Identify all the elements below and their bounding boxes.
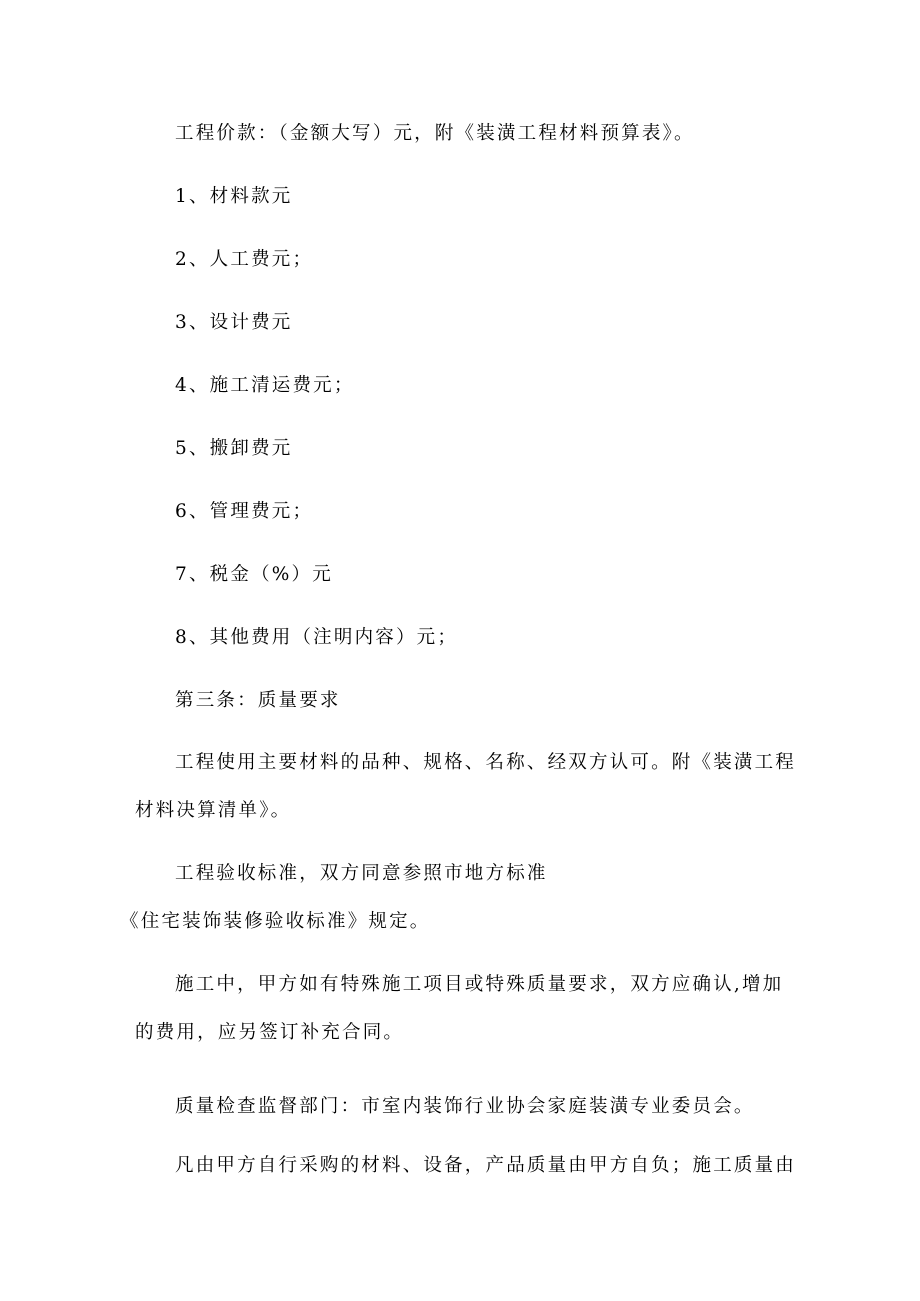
materials-paragraph-line-1: 工程使用主要材料的品种、规格、名称、经双方认可。附《装潢工程 — [175, 752, 797, 773]
fee-item-4: 4、施工清运费元； — [175, 375, 355, 396]
section-heading: 第三条：质量要求 — [175, 690, 341, 711]
supervision-paragraph: 质量检查监督部门：市室内装饰行业协会家庭装潢专业委员会。 — [175, 1096, 755, 1117]
fee-item-8: 8、其他费用（注明内容）元； — [175, 627, 459, 648]
acceptance-paragraph-line-1: 工程验收标准，双方同意参照市地方标准 — [175, 863, 548, 884]
fee-item-5: 5、搬卸费元 — [175, 438, 293, 459]
acceptance-paragraph-line-2: 《住宅装饰装修验收标准》规定。 — [120, 911, 431, 932]
fee-item-7: 7、税金（%）元 — [175, 564, 333, 585]
materials-paragraph-line-2: 材料决算清单》。 — [135, 800, 292, 821]
special-items-paragraph-line-1: 施工中，甲方如有特殊施工项目或特殊质量要求，双方应确认,增加 — [175, 974, 784, 995]
fee-item-2: 2、人工费元； — [175, 249, 314, 270]
fee-item-3: 3、设计费元 — [175, 312, 293, 333]
procurement-paragraph-line-1: 凡由甲方自行采购的材料、设备，产品质量由甲方自负；施工质量由 — [175, 1155, 797, 1176]
fee-item-1: 1、材料款元 — [175, 186, 293, 207]
price-clause: 工程价款：（金额大写）元，附《装潢工程材料预算表》。 — [175, 123, 695, 144]
fee-item-6: 6、管理费元； — [175, 501, 314, 522]
special-items-paragraph-line-2: 的费用，应另签订补充合同。 — [135, 1022, 405, 1043]
